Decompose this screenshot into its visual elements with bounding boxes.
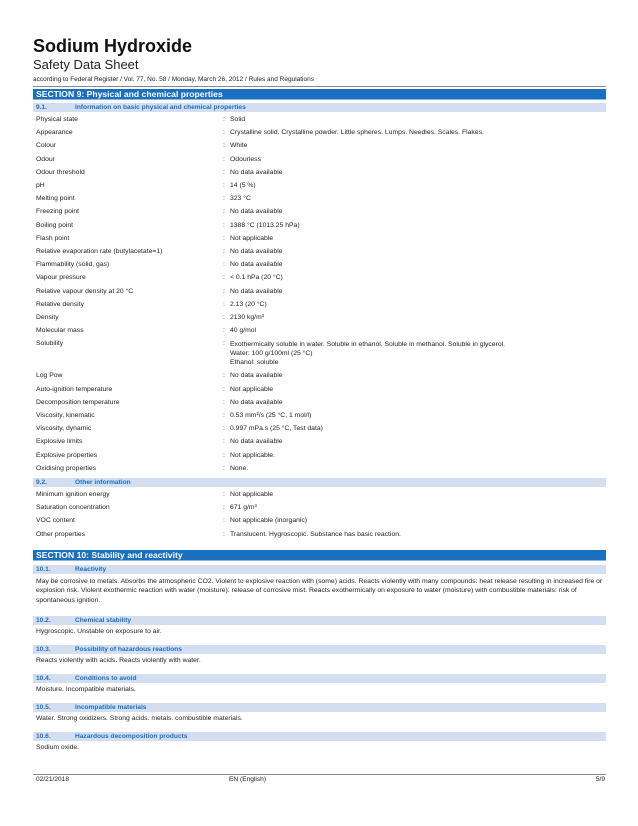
- property-name: Colour: [36, 142, 57, 150]
- property-value: [230, 463, 248, 475]
- property-value-line: 14 (5 %): [230, 182, 256, 189]
- separator-colon: :: [223, 530, 225, 538]
- property-value: [230, 436, 283, 448]
- property-row: [33, 436, 606, 448]
- separator-colon: :: [223, 327, 225, 335]
- property-row: [33, 193, 606, 205]
- property-value-line: Odourless: [230, 155, 261, 163]
- separator-colon: :: [223, 340, 225, 348]
- separator-colon: :: [223, 412, 225, 419]
- subsection-9-2-header: [33, 478, 606, 487]
- property-row: [33, 246, 606, 258]
- property-value-line: None.: [230, 464, 249, 472]
- property-value-line: 40 g/mol: [230, 327, 257, 335]
- property-name: Relative evaporation rate (butylacetate=1): [36, 248, 163, 255]
- regulation-note: according to Federal Register / Vol. 77, No. 58 / Monday, March 26, 2012 / Rules and Regulations: [33, 76, 314, 83]
- separator-colon: :: [223, 182, 225, 189]
- property-name: Solubility: [36, 340, 64, 348]
- property-value: [230, 180, 256, 192]
- subsection-number: 9.2.: [36, 479, 47, 486]
- subsection-text: Sodium oxide.: [36, 744, 80, 751]
- property-value: [230, 397, 283, 409]
- property-row: [33, 154, 606, 166]
- property-value: [230, 312, 264, 324]
- property-name: Log Pow: [36, 372, 63, 380]
- separator-colon: :: [223, 261, 225, 269]
- property-row: [33, 463, 606, 475]
- footer-divider: [33, 774, 606, 775]
- separator-colon: :: [223, 129, 225, 137]
- property-name: Minimum ignition energy: [36, 491, 110, 498]
- property-value: [230, 206, 283, 218]
- property-row: [33, 167, 606, 179]
- property-value: [230, 114, 245, 126]
- property-value: [230, 410, 311, 422]
- property-value-line: No data available: [230, 398, 283, 406]
- property-value-line: < 0.1 hPa (20 °C): [230, 274, 283, 282]
- subsection-title: Hazardous decomposition products: [75, 733, 188, 740]
- property-value: [230, 340, 505, 368]
- property-name: Oxidising properties: [36, 464, 97, 472]
- property-name: Other properties: [36, 530, 86, 538]
- property-value: [230, 154, 261, 166]
- footer-date: 02/21/2018: [36, 776, 70, 783]
- separator-colon: :: [223, 116, 225, 123]
- subsection-text: May be corrosive to metals. Absorbs the atmospheric CO2. Violent to explosive reaction with (some) acids. Reacts violently with many compounds: heat release resulting in increased fire or explosion risk. Violent exothermic reaction with water (moisture): release of corrosive mist. Reacts exothermically on exposure to water (moisture) with combustible materials: risk of spontaneous ignition.: [36, 578, 603, 604]
- separator-colon: :: [223, 451, 225, 459]
- property-name: Saturation concentration: [36, 504, 110, 512]
- property-name: Boiling point: [36, 221, 74, 229]
- property-name: Density: [36, 314, 59, 321]
- property-row: [33, 180, 606, 192]
- separator-colon: :: [223, 221, 225, 229]
- footer-language: EN (English): [229, 776, 267, 783]
- separator-colon: :: [223, 142, 225, 150]
- property-value-line: No data available: [230, 168, 283, 176]
- property-value: [230, 529, 401, 541]
- separator-colon: :: [223, 287, 225, 295]
- property-value: [230, 515, 307, 527]
- property-name: Auto-ignition temperature: [36, 385, 113, 393]
- subsection-10-2-header: [33, 616, 606, 625]
- property-row: [33, 423, 606, 435]
- subsection-title: Information on basic physical and chemical properties: [75, 104, 246, 111]
- subsection-10-5-header: [33, 703, 606, 712]
- subsection-title: Possibility of hazardous reactions: [75, 646, 182, 653]
- property-row: [33, 410, 606, 422]
- property-value-line: Not applicable.: [230, 451, 275, 459]
- property-value: [230, 193, 251, 205]
- section-10-header: SECTION 10: Stability and reactivity: [33, 550, 606, 561]
- separator-colon: :: [223, 208, 225, 216]
- subsection-text: Water. Strong oxidizers. Strong acids. metals. combustible materials.: [36, 715, 243, 722]
- property-value-line: No data available: [230, 287, 283, 295]
- property-value-line: No data available: [230, 438, 283, 446]
- property-value: [230, 259, 283, 271]
- property-name: Appearance: [36, 129, 73, 137]
- subsection-10-4-header: [33, 674, 606, 683]
- document-title: Sodium Hydroxide: [33, 36, 193, 56]
- property-row: [33, 286, 606, 298]
- section-9-header: SECTION 9: Physical and chemical properties: [33, 89, 606, 100]
- property-name: Odour threshold: [36, 168, 85, 176]
- separator-colon: :: [223, 372, 225, 380]
- subsection-9-1-header: [33, 103, 606, 112]
- property-value-line: Not applicable: [230, 491, 274, 498]
- property-value-line: Solid: [230, 116, 246, 123]
- property-name: Melting point: [36, 195, 75, 203]
- property-value: [230, 233, 273, 245]
- subsection-number: 10.1.: [36, 566, 51, 573]
- header-divider: [33, 86, 606, 87]
- property-name: VOC content: [36, 517, 75, 525]
- subsection-10-3-header: [33, 645, 606, 654]
- property-name: Physical state: [36, 116, 78, 123]
- separator-colon: :: [223, 464, 225, 472]
- property-name: Explosive limits: [36, 438, 83, 446]
- property-row: [33, 259, 606, 271]
- subsection-number: 10.4.: [36, 675, 51, 682]
- property-row: [33, 384, 606, 396]
- property-value: [230, 246, 283, 258]
- property-row: [33, 515, 606, 527]
- separator-colon: :: [223, 274, 225, 282]
- property-name: Odour: [36, 155, 55, 163]
- property-value: [230, 489, 273, 501]
- property-value: [230, 272, 283, 284]
- property-name: Relative vapour density at 20 °C: [36, 287, 134, 295]
- subsection-title: Incompatible materials: [75, 704, 147, 711]
- property-row: [33, 338, 606, 370]
- property-name: Explosive properties: [36, 451, 98, 459]
- property-value: [230, 423, 323, 435]
- property-row: [33, 489, 606, 501]
- property-value-line: No data available: [230, 208, 283, 216]
- separator-colon: :: [223, 248, 225, 255]
- separator-colon: :: [223, 314, 225, 321]
- subsection-10-1-header: [33, 565, 606, 574]
- property-row: [33, 220, 606, 232]
- property-name: pH: [36, 182, 45, 189]
- property-row: [33, 370, 606, 382]
- property-row: [33, 206, 606, 218]
- separator-colon: :: [223, 438, 225, 446]
- property-value-line: 671 g/m³: [230, 504, 257, 512]
- property-value: [230, 384, 273, 396]
- subsection-number: 10.2.: [36, 617, 51, 624]
- property-name: Decomposition temperature: [36, 398, 120, 406]
- property-value: [230, 370, 283, 382]
- property-name: Vapour pressure: [36, 274, 86, 282]
- property-value-line: Not applicable: [230, 234, 274, 242]
- subsection-10-6-header: [33, 732, 606, 741]
- property-value: [230, 502, 257, 514]
- property-row: [33, 529, 606, 541]
- property-value: [230, 167, 283, 179]
- separator-colon: :: [223, 517, 225, 525]
- subsection-text: Moisture. Incompatible materials.: [36, 686, 136, 693]
- subsection-title: Reactivity: [75, 566, 107, 573]
- property-value-line: White: [230, 142, 248, 150]
- subsection-number: 10.5.: [36, 704, 51, 711]
- property-value: [230, 220, 300, 232]
- property-value-line: Exothermically soluble in water. Soluble in ethanol. Soluble in methanol. Soluble in glycerol.: [230, 340, 506, 348]
- property-value-line: No data available: [230, 372, 283, 380]
- separator-colon: :: [223, 425, 225, 433]
- property-value-line: Not applicable (inorganic): [230, 517, 308, 525]
- property-name: Flash point: [36, 234, 70, 242]
- property-row: [33, 140, 606, 152]
- property-value-line: Not applicable: [230, 385, 274, 393]
- separator-colon: :: [223, 398, 225, 406]
- property-value-line: 0.997 mPa.s (25 °C, Test data): [230, 425, 323, 433]
- separator-colon: :: [223, 195, 225, 203]
- separator-colon: :: [223, 234, 225, 242]
- property-value-line: Translucent. Hygroscopic. Substance has basic reaction.: [230, 530, 401, 538]
- property-name: Relative density: [36, 300, 84, 308]
- property-value-line: Ethanol: soluble: [230, 359, 279, 367]
- separator-colon: :: [223, 155, 225, 163]
- property-row: [33, 450, 606, 462]
- property-name: Flammability (solid, gas): [36, 261, 110, 269]
- separator-colon: :: [223, 385, 225, 393]
- property-value-line: 1388 °C (1013.25 hPa): [230, 221, 300, 229]
- property-value-line: 2130 kg/m³: [230, 314, 265, 321]
- footer-page-number: 5/9: [595, 776, 605, 783]
- property-row: [33, 502, 606, 514]
- separator-colon: :: [223, 504, 225, 512]
- property-value: [230, 325, 256, 337]
- subsection-title: Other information: [75, 479, 131, 486]
- subsection-number: 10.6.: [36, 733, 51, 740]
- property-value-line: No data available: [230, 248, 283, 255]
- property-name: Freezing point: [36, 208, 80, 216]
- property-value: [230, 299, 267, 311]
- property-row: [33, 312, 606, 324]
- property-value-line: Water: 100 g/100ml (25 °C): [230, 350, 313, 358]
- property-name: Molecular mass: [36, 327, 84, 335]
- separator-colon: :: [223, 300, 225, 308]
- property-row: [33, 127, 606, 139]
- property-row: [33, 299, 606, 311]
- subsection-text: Reacts violently with acids. Reacts violently with water.: [36, 657, 201, 664]
- property-name: Viscosity, dynamic: [36, 425, 92, 433]
- property-value-line: Crystalline solid. Crystalline powder. Little spheres. Lumps. Needles. Scales. Flakes.: [230, 129, 484, 137]
- property-value: [230, 127, 484, 139]
- property-row: [33, 272, 606, 284]
- document-subtitle: Safety Data Sheet: [33, 57, 139, 72]
- property-value-line: No data available: [230, 261, 283, 269]
- separator-colon: :: [223, 168, 225, 176]
- property-row: [33, 233, 606, 245]
- property-value: [230, 450, 275, 462]
- subsection-title: Conditions to avoid: [75, 675, 137, 682]
- property-value-line: 0.53 mm²/s (25 °C, 1 mol/l): [230, 412, 312, 419]
- subsection-number: 10.3.: [36, 646, 51, 653]
- subsection-text: Hygroscopic. Unstable on exposure to air.: [36, 628, 162, 635]
- property-value: [230, 286, 283, 298]
- subsection-title: Chemical stability: [75, 617, 132, 624]
- property-row: [33, 114, 606, 126]
- separator-colon: :: [223, 491, 225, 498]
- property-value-line: 2.13 (20 °C): [230, 300, 267, 308]
- subsection-number: 9.1.: [36, 104, 47, 111]
- property-value-line: 323 °C: [230, 195, 251, 203]
- property-row: [33, 325, 606, 337]
- property-name: Viscosity, kinematic: [36, 412, 95, 419]
- property-value: [230, 140, 247, 152]
- property-row: [33, 397, 606, 409]
